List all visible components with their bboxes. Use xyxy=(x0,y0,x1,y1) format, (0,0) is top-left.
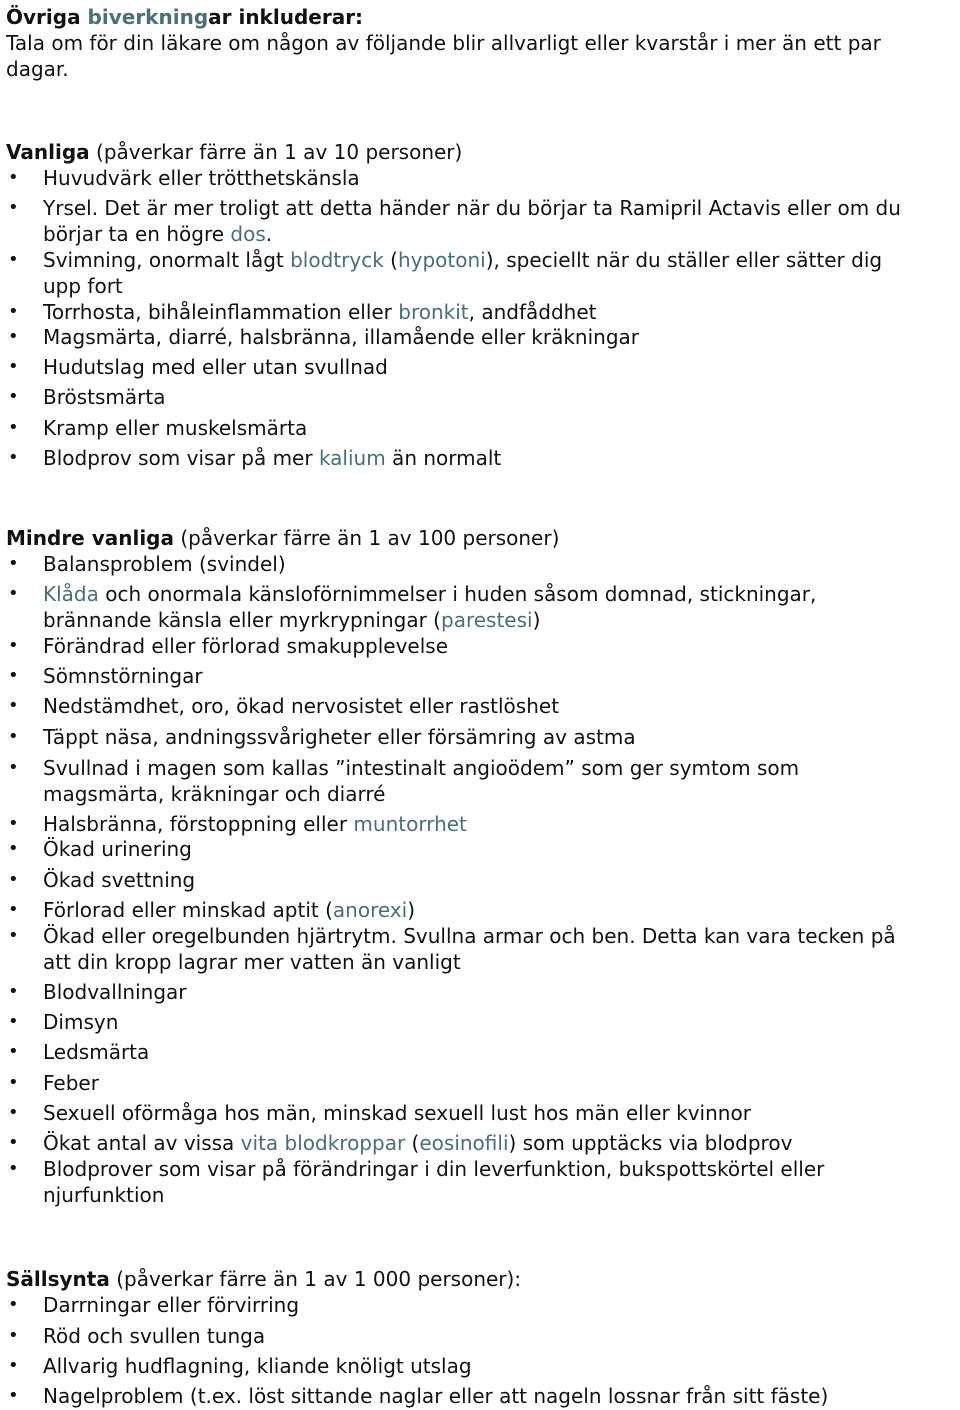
link-klada[interactable]: Klåda xyxy=(43,582,99,606)
link-dos[interactable]: dos xyxy=(230,222,266,246)
item-text: Dimsyn xyxy=(43,1010,119,1034)
bullet-icon: • xyxy=(8,326,19,347)
link-hypotoni[interactable]: hypotoni xyxy=(397,248,486,272)
bullet-icon: • xyxy=(8,813,19,834)
item-text: Balansproblem (svindel) xyxy=(43,552,286,576)
bullet-icon: • xyxy=(8,301,19,322)
bullet-icon: • xyxy=(8,1385,19,1406)
item-text-part: börjar ta en högre xyxy=(43,222,231,246)
bullet-icon: • xyxy=(8,838,19,859)
link-eosinofili[interactable]: eosinofili xyxy=(419,1131,509,1155)
item-text: Röd och svullen tunga xyxy=(43,1324,266,1348)
item-text xyxy=(43,445,956,471)
item-text: Bröstsmärta xyxy=(43,385,166,409)
link-bronkit[interactable]: bronkit xyxy=(398,300,469,324)
item-text-line: att din kropp lagrar mer vatten än vanligt xyxy=(43,950,461,974)
heading-text: ar inkluderar: xyxy=(208,5,364,29)
item-text: Ökad svettning xyxy=(43,868,196,892)
intro-heading xyxy=(6,4,363,30)
link-muntorrhet[interactable]: muntorrhet xyxy=(353,812,467,836)
item-text-line: Ökad eller oregelbunden hjärtrytm. Svullna armar och ben. Detta kan vara tecken på xyxy=(43,924,896,948)
link-biverkning[interactable]: biverkning xyxy=(87,5,209,29)
item-text-part: . xyxy=(265,222,273,246)
bullet-icon: • xyxy=(8,1072,19,1093)
bullet-icon: • xyxy=(8,249,19,270)
item-text-line xyxy=(43,607,956,633)
bullet-icon: • xyxy=(8,695,19,716)
item-text: Ökad urinering xyxy=(43,837,192,861)
bullet-icon: • xyxy=(8,447,19,468)
bullet-icon: • xyxy=(8,1132,19,1153)
item-text xyxy=(43,1130,956,1156)
bullet-icon: • xyxy=(8,1325,19,1346)
item-text-part: Blodprov som visar på mer xyxy=(43,446,319,470)
item-text-part: Förlorad eller minskad aptit ( xyxy=(43,898,333,922)
bullet-icon: • xyxy=(8,635,19,656)
item-text xyxy=(43,195,956,247)
bullet-icon: • xyxy=(8,925,19,946)
bullet-icon: • xyxy=(8,869,19,890)
bullet-icon: • xyxy=(8,1041,19,1062)
bullet-icon: • xyxy=(8,1158,19,1179)
item-text-line: njurfunktion xyxy=(43,1183,165,1207)
section-title: Vanliga xyxy=(6,140,90,164)
bullet-icon: • xyxy=(8,197,19,218)
item-text-part: Halsbränna, förstoppning eller xyxy=(43,812,354,836)
item-text-part: Svimning, onormalt lågt xyxy=(43,248,291,272)
item-text: Ledsmärta xyxy=(43,1040,150,1064)
item-text-part: , andfåddhet xyxy=(468,300,597,324)
link-parestesi[interactable]: parestesi xyxy=(441,608,533,632)
item-text-part: ), speciellt när du ställer eller sätter dig xyxy=(485,248,883,272)
item-text-line: magsmärta, kräkningar och diarré xyxy=(43,782,386,806)
bullet-icon: • xyxy=(8,356,19,377)
item-text-part: ( xyxy=(383,248,398,272)
link-anorexi[interactable]: anorexi xyxy=(332,898,408,922)
bullet-icon: • xyxy=(8,1355,19,1376)
item-text-part: brännande känsla eller myrkrypningar ( xyxy=(43,608,441,632)
item-text-part: Ökat antal av vissa xyxy=(43,1131,241,1155)
item-text xyxy=(43,897,956,923)
bullet-icon: • xyxy=(8,553,19,574)
bullet-icon: • xyxy=(8,583,19,604)
item-text: Darrningar eller förvirring xyxy=(43,1293,300,1317)
intro-text: Tala om för din läkare om någon av följande blir allvarligt eller kvarstår i mer än ett par xyxy=(6,31,881,55)
link-blodtryck[interactable]: blodtryck xyxy=(290,248,384,272)
item-text xyxy=(43,755,956,807)
item-text-line xyxy=(43,581,956,607)
item-text-part: än normalt xyxy=(385,446,502,470)
section-qualifier: (påverkar färre än 1 av 10 personer) xyxy=(89,140,463,164)
section-heading-common xyxy=(6,139,462,165)
item-text: Huvudvärk eller trötthetskänsla xyxy=(43,166,360,190)
item-text-part: ) xyxy=(532,608,541,632)
item-text-part: Torrhosta, bihåleinflammation eller xyxy=(43,300,399,324)
bullet-icon: • xyxy=(8,1011,19,1032)
item-text: Täppt näsa, andningssvårigheter eller försämring av astma xyxy=(43,725,636,749)
link-vita-blodkroppar[interactable]: vita blodkroppar xyxy=(240,1131,406,1155)
bullet-icon: • xyxy=(8,386,19,407)
item-text: Blodvallningar xyxy=(43,980,187,1004)
item-text xyxy=(43,247,956,299)
section-heading-uncommon xyxy=(6,525,559,551)
item-text: Förändrad eller förlorad smakupplevelse xyxy=(43,634,449,658)
item-text: Feber xyxy=(43,1071,99,1095)
item-text xyxy=(43,923,956,975)
item-text-line: upp fort xyxy=(43,274,123,298)
item-text-line: Yrsel. Det är mer troligt att detta händer när du börjar ta Ramipril Actavis eller om du xyxy=(43,196,901,220)
item-text xyxy=(43,811,956,837)
item-text: Nagelproblem (t.ex. löst sittande naglar eller att nageln lossnar från sitt fäste) xyxy=(43,1384,829,1408)
item-text-part: ) xyxy=(407,898,416,922)
item-text: Nedstämdhet, oro, ökad nervosistet eller rastlöshet xyxy=(43,694,560,718)
item-text: Allvarig hudflagning, kliande knöligt utslag xyxy=(43,1354,472,1378)
item-text-part: och onormala känsloförnimmelser i huden såsom domnad, stickningar, xyxy=(98,582,817,606)
item-text xyxy=(43,299,956,325)
intro-text: dagar. xyxy=(6,57,69,81)
item-text-part: ( xyxy=(405,1131,420,1155)
item-text: Sömnstörningar xyxy=(43,664,203,688)
bullet-icon: • xyxy=(8,167,19,188)
bullet-icon: • xyxy=(8,981,19,1002)
item-text-line xyxy=(43,247,956,273)
section-title: Mindre vanliga xyxy=(6,526,174,550)
section-title: Sällsynta xyxy=(6,1267,110,1291)
item-text: Hudutslag med eller utan svullnad xyxy=(43,355,388,379)
bullet-icon: • xyxy=(8,899,19,920)
item-text: Magsmärta, diarré, halsbränna, illamående eller kräkningar xyxy=(43,325,640,349)
item-text-line: Svullnad i magen som kallas ”intestinalt angioödem” som ger symtom som xyxy=(43,756,800,780)
bullet-icon: • xyxy=(8,665,19,686)
section-heading-rare xyxy=(6,1266,521,1292)
heading-text: Övriga xyxy=(6,5,88,29)
item-text-line: Blodprover som visar på förändringar i din leverfunktion, bukspottskörtel eller xyxy=(43,1157,825,1181)
item-text-line xyxy=(43,221,956,247)
item-text: Sexuell oförmåga hos män, minskad sexuell lust hos män eller kvinnor xyxy=(43,1101,751,1125)
section-qualifier: (påverkar färre än 1 av 1 000 personer): xyxy=(109,1267,522,1291)
bullet-icon: • xyxy=(8,726,19,747)
bullet-icon: • xyxy=(8,757,19,778)
bullet-icon: • xyxy=(8,417,19,438)
bullet-icon: • xyxy=(8,1294,19,1315)
item-text-part: ) som upptäcks via blodprov xyxy=(508,1131,793,1155)
bullet-icon: • xyxy=(8,1102,19,1123)
item-text: Kramp eller muskelsmärta xyxy=(43,416,308,440)
item-text xyxy=(43,1156,956,1208)
link-kalium[interactable]: kalium xyxy=(318,446,386,470)
item-text xyxy=(43,581,956,633)
section-qualifier: (påverkar färre än 1 av 100 personer) xyxy=(174,526,560,550)
